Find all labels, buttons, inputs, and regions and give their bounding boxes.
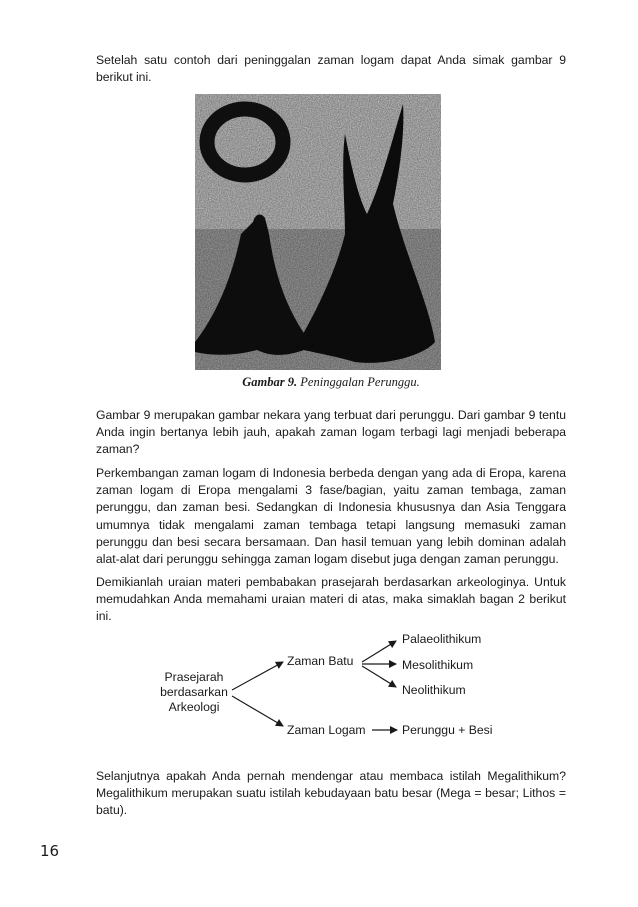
paragraph-zaman-logam: Perkembangan zaman logam di Indonesia berbeda dengan yang ada di Eropa, karena zaman logam di Eropa mengalami 3 fase/bagian, yaitu zaman tembaga, zaman perunggu, dan zaman besi. Sedangkan di Indonesia khususnya dan Asia Tenggara umumnya tidak mengalami zaman tembaga tetapi langsung memasuki zaman perunggu dan besi secara bersamaan. Dan hasil temuan yang lebih dominan adalah alat-alat dari perunggu sehingga zaman logam disebut juga dengan zaman perunggu. — [96, 466, 566, 567]
caption-label: Gambar 9. — [242, 375, 298, 389]
perunggu-besi-label: Perunggu + Besi — [402, 723, 493, 737]
caption-text: Peninggalan Perunggu. — [300, 375, 420, 389]
zaman-logam-label: Zaman Logam — [287, 723, 366, 737]
paragraph-bagan: Demikianlah uraian materi pembabakan prasejarah berdasarkan arkeologinya. Untuk memudahkan Anda memahami uraian materi di atas, maka simaklah bagan 2 berikut ini. — [96, 575, 566, 624]
root-line-1: Prasejarah — [164, 670, 224, 684]
paragraph-nekara: Gambar 9 merupakan gambar nekara yang terbuat dari perunggu. Dari gambar 9 tentu Anda ingin bertanya lebih jauh, apakah zaman logam terbagi lagi menjadi beberapa zaman? — [96, 408, 566, 457]
mesolithikum-label: Mesolithikum — [402, 658, 474, 672]
zaman-batu-label: Zaman Batu — [287, 654, 354, 668]
diagram-root — [150, 670, 238, 715]
palaeolithikum-label: Palaeolithikum — [402, 632, 482, 646]
arrow-to-neolithikum — [362, 666, 396, 687]
neolithikum-label: Neolithikum — [402, 683, 466, 697]
arrow-to-palaeolithikum — [362, 641, 396, 662]
root-line-3: Arkeologi — [168, 700, 220, 714]
arrow-to-zaman-batu — [232, 662, 283, 690]
bagan-diagram — [0, 620, 638, 750]
figure-caption — [96, 375, 566, 390]
arrow-to-zaman-logam — [232, 696, 283, 726]
root-line-2: berdasarkan — [160, 685, 228, 699]
paragraph-megalithikum: Selanjutnya apakah Anda pernah mendengar atau membaca istilah Megalithikum? Megalithikum merupakan suatu istilah kebudayaan batu besar (Mega = besar; Lithos = batu). — [96, 769, 566, 818]
page-number: 16 — [40, 842, 60, 860]
intro-paragraph: Setelah satu contoh dari peninggalan zaman logam dapat Anda simak gambar 9 berikut ini. — [96, 53, 566, 85]
bronze-artifacts-photo — [195, 94, 441, 370]
